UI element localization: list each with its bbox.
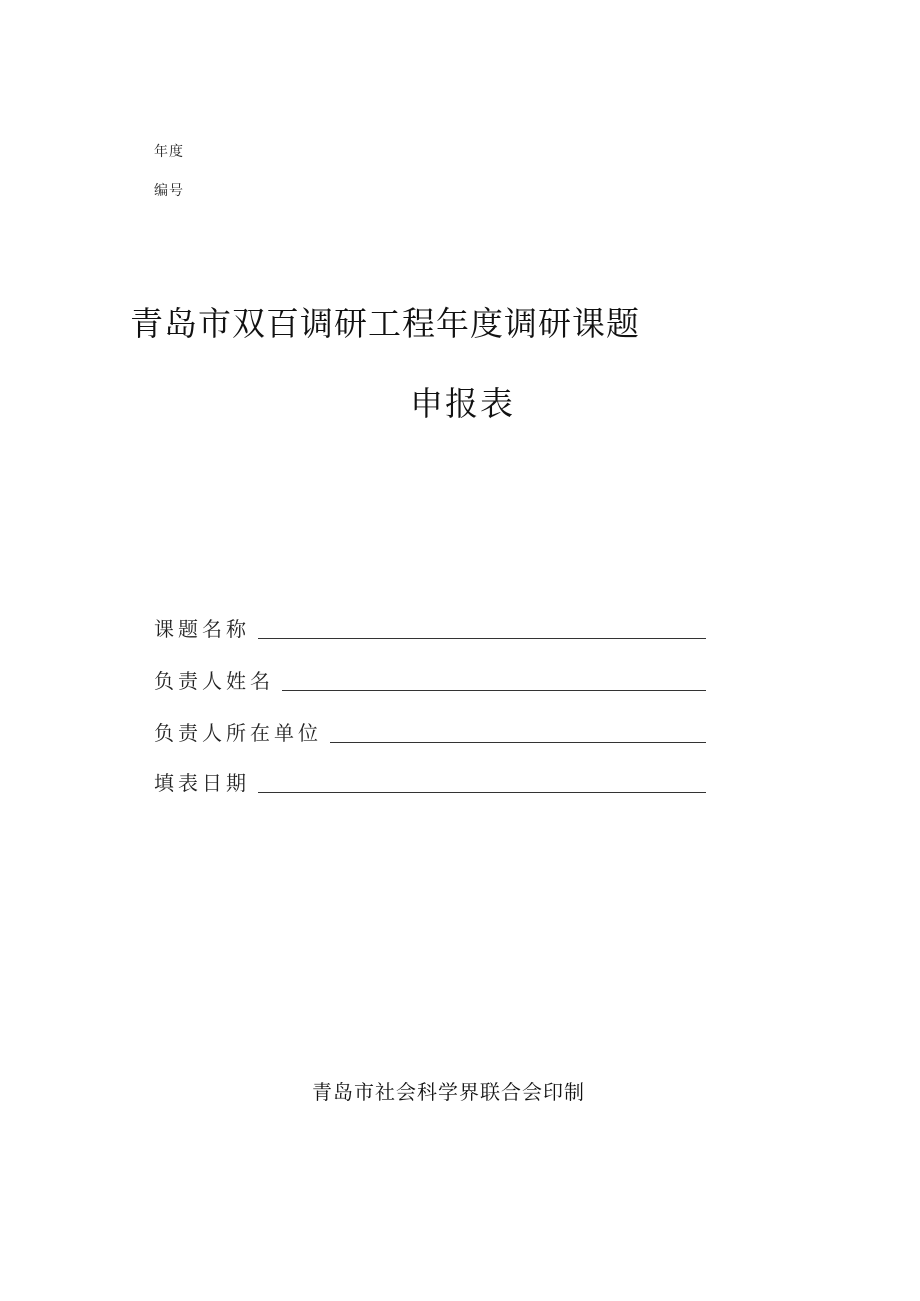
document-subtitle: 申报表 [410, 384, 515, 423]
fill-in-line[interactable] [330, 720, 706, 743]
field-label: 填表日期 [154, 771, 250, 795]
fill-in-line[interactable] [258, 616, 706, 639]
document-title: 青岛市双百调研工程年度调研课题 [130, 304, 640, 343]
fill-in-line[interactable] [282, 668, 706, 691]
field-leader-unit [154, 710, 706, 744]
footer-issuer: 青岛市社会科学界联合会印制 [312, 1080, 585, 1104]
year-label: 年度 [154, 144, 184, 160]
field-label: 课题名称 [154, 617, 250, 641]
field-leader-name [154, 658, 706, 692]
field-fill-date [154, 760, 706, 794]
field-label: 负责人所在单位 [154, 721, 322, 745]
fill-in-line[interactable] [258, 770, 706, 793]
field-label: 负责人姓名 [154, 669, 274, 693]
field-topic-name [154, 606, 706, 640]
number-label: 编号 [154, 183, 184, 199]
